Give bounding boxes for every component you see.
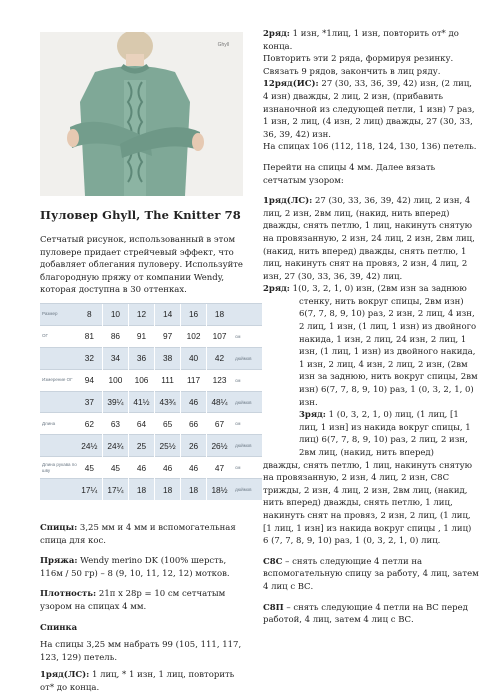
- table-cell: 106: [128, 369, 154, 391]
- table-cell: 25: [128, 435, 154, 457]
- pattern-row3: 3ряд: 1 (0, 3, 2, 1, 0) лиц, (1 лиц, [1 лиц, 1 изн] из накида вокруг спицы, 1 лиц) 6(7, 7, 8, 9, 10) раз, 2 лиц, 2 изн, 2вм лиц, (накид, нить вперед): [299, 410, 471, 458]
- row-unit: дюймов: [232, 391, 262, 413]
- materials-section: [40, 522, 248, 695]
- table-cell: 24½: [77, 435, 103, 457]
- table-cell: 91: [128, 325, 154, 347]
- table-cell: 66: [181, 413, 207, 435]
- table-cell: 46: [181, 457, 207, 479]
- table-cell: 111: [155, 369, 181, 391]
- table-cell: 43¾: [155, 391, 181, 413]
- row-unit: дюймов: [232, 347, 262, 369]
- row1-label: 1ряд(ЛС):: [40, 670, 90, 681]
- row-unit: дюймов: [232, 479, 262, 500]
- density-line: [40, 588, 248, 613]
- row-label: Длина рукава по шву: [40, 457, 77, 479]
- table-cell: 100: [102, 369, 128, 391]
- row-label: [40, 435, 77, 457]
- table-cell: 17¼: [102, 479, 128, 500]
- table-cell: 37: [77, 391, 103, 413]
- row-label: Длина: [40, 413, 77, 435]
- table-cell: 46: [128, 457, 154, 479]
- table-row: [40, 457, 262, 479]
- pattern-title: Пуловер Ghyll, The Knitter 78: [40, 208, 241, 222]
- row2-line: 2ряд: 1 изн, *1лиц, 1 изн, повторить от* до конца.: [263, 29, 459, 52]
- table-row: [40, 479, 262, 500]
- table-cell: 97: [155, 325, 181, 347]
- row-label: Измерение ОГ: [40, 369, 77, 391]
- left-column: [40, 208, 248, 297]
- table-cell: 48¼: [206, 391, 232, 413]
- yarn-text: Wendy merino DK (100% шерсть, 116м / 50 гр) – 8 (9, 10, 11, 12, 12) мотков.: [40, 556, 230, 579]
- row-unit: см: [232, 413, 262, 435]
- row-label: ОГ: [40, 325, 77, 347]
- table-row: [40, 435, 262, 457]
- row12-label: 12ряд(ИС):: [263, 79, 319, 90]
- row-unit: см: [232, 369, 262, 391]
- stitch-count: На спицах 106 (112, 118, 124, 130, 136) петель.: [263, 142, 477, 153]
- table-cell: 45: [77, 457, 103, 479]
- table-cell: 18: [181, 479, 207, 500]
- table-cell: 12: [128, 304, 154, 326]
- photo-brand-label: Ghyll: [217, 42, 229, 48]
- row2-label: 2ряд:: [263, 29, 290, 39]
- row-label: [40, 479, 77, 500]
- row-unit: см: [232, 457, 262, 479]
- table-cell: 62: [77, 413, 103, 435]
- table-cell: 107: [206, 325, 232, 347]
- needles-line: [40, 522, 248, 547]
- table-cell: 26: [181, 435, 207, 457]
- table-row: [40, 391, 262, 413]
- table-cell: 63: [102, 413, 128, 435]
- table-cell: 45: [102, 457, 128, 479]
- row-label: [40, 347, 77, 369]
- table-cell: 42: [206, 347, 232, 369]
- table-cell: 81: [77, 325, 103, 347]
- table-cell: 40: [181, 347, 207, 369]
- row1-text: 1 лиц, * 1 изн, 1 лиц, повторить от* до конца.: [40, 670, 235, 693]
- needles-text: 3,25 мм и 4 мм и вспомогательная спица для кос.: [40, 523, 236, 546]
- table-row: [40, 304, 262, 326]
- table-cell: 86: [102, 325, 128, 347]
- table-row: [40, 325, 262, 347]
- c8p-definition: С8П – снять следующие 4 петли на ВС перед работой, 4 лиц, затем 4 лиц с ВС.: [263, 602, 468, 626]
- table-cell: 36: [128, 347, 154, 369]
- row-label: [40, 391, 77, 413]
- c8c-definition: С8С – снять следующие 4 петли на вспомогательную спицу за работу, 4 лиц, затем 4 лиц с ВС.: [263, 556, 479, 592]
- table-row: [40, 369, 262, 391]
- size-table: [40, 303, 262, 500]
- table-row: [40, 413, 262, 435]
- table-cell: 18: [128, 479, 154, 500]
- row-unit: [232, 304, 262, 326]
- sweater-illustration: [40, 32, 243, 196]
- table-cell: 65: [155, 413, 181, 435]
- table-cell: 32: [77, 347, 103, 369]
- repeat-text: Повторить эти 2 ряда, формируя резинку. Связать 9 рядов, закончить в лиц ряду.: [263, 54, 454, 77]
- table-cell: 18: [155, 479, 181, 500]
- table-cell: 18: [206, 304, 232, 326]
- row12-line: 12ряд(ИС): 27 (30, 33, 36, 39, 42) изн, (2 лиц, 4 изн) дважды, 2 лиц, 2 изн, (прибавить изнаночной из следующей петли, 1 изн) 7 раз, 1 изн, 2 лиц, (4 изн, 2 лиц) дважды, 27 (30, 33, 36, 39, 42) изн.: [263, 79, 475, 140]
- density-label: Плотность:: [40, 589, 97, 600]
- table-cell: 102: [181, 325, 207, 347]
- table-cell: 38: [155, 347, 181, 369]
- sweater-photo: [40, 32, 243, 196]
- table-cell: 46: [155, 457, 181, 479]
- row1-line: [40, 669, 248, 694]
- yarn-label: Пряжа:: [40, 556, 78, 567]
- pattern-row2: 2ряд: 1(0, 3, 2, 1, 0) изн, (2вм изн за заднюю: [263, 284, 467, 295]
- row-label: Размер: [40, 304, 77, 326]
- table-cell: 16: [181, 304, 207, 326]
- needles-label: Спицы:: [40, 523, 78, 533]
- table-cell: 41½: [128, 391, 154, 413]
- table-cell: 47: [206, 457, 232, 479]
- yarn-line: [40, 555, 248, 580]
- table-cell: 10: [102, 304, 128, 326]
- switch-needles-text: Перейти на спицы 4 мм. Далее вязать сетчатым узором:: [263, 162, 436, 186]
- row-unit: дюймов: [232, 435, 262, 457]
- right-column: [263, 28, 479, 627]
- back-title: Спинка: [40, 622, 78, 633]
- table-cell: 34: [102, 347, 128, 369]
- table-cell: 64: [128, 413, 154, 435]
- table-cell: 8: [77, 304, 103, 326]
- row-unit: см: [232, 325, 262, 347]
- table-cell: 24¾: [102, 435, 128, 457]
- pattern-row3-cont: дважды, снять петлю, 1 лиц, накинуть снятую на провязанную, 2 изн, 4 лиц, 2 изн, С8С трижды, 2 изн, 4 лиц, 2 изн, 2вм лиц, (накид, нить вперед) дважды, снять петлю, 1 лиц, накинуть снят на провяз, 2 изн, 2 лиц, (1 лиц, [1 лиц, 1 изн] из накида вокруг спицы , 1 лиц) 6 (7, 7, 8, 9, 10) раз, 1 (0, 3, 2, 1, 0) лиц.: [263, 460, 473, 547]
- table-cell: 46: [181, 391, 207, 413]
- table-cell: 94: [77, 369, 103, 391]
- intro-paragraph: Сетчатый рисунок, использованный в этом пуловере придает стрейчевый эффект, что добавляет облегания пуловеру. Используйте благородную пряжу от компании Wendy, которая доступна в 30 оттенках.: [40, 235, 243, 296]
- table-cell: 117: [181, 369, 207, 391]
- table-cell: 17¼: [77, 479, 103, 500]
- table-row: [40, 347, 262, 369]
- table-cell: 14: [155, 304, 181, 326]
- pattern-row1: 1ряд(ЛС): 27 (30, 33, 36, 39, 42) лиц, 2 изн, 4 лиц, 2 изн, 2вм лиц, (накид, нить вперед) дважды, снять петлю, 1 лиц, накинуть снятую на провязанную, 2 изн, 24 лиц, 2 изн, 2вм лиц, (накид, нить вперед) дважды, снять петлю, 1 лиц, накинуть снят на провяз, 2 изн, 4 лиц, 2 изн, 27 (30, 33, 36, 39, 42) лиц.: [263, 196, 475, 282]
- table-cell: 123: [206, 369, 232, 391]
- density-text: 21п х 28р = 10 см сетчатым узором на спицах 4 мм.: [40, 589, 226, 612]
- table-cell: 39¼: [102, 391, 128, 413]
- back-text: На спицы 3,25 мм набрать 99 (105, 111, 117, 123, 129) петель.: [40, 640, 242, 663]
- pattern-row2-cont: стенку, нить вокруг спицы, 2вм изн) 6(7, 7, 8, 9, 10) раз, 2 изн, 2 лиц, 4 изн, 2 лиц, 1 изн, (1 лиц, 1 изн) из двойного накида, 1 изн, 2 лиц, 24 изн, 2 лиц, 1 изн, (1 лиц, 1 изн) из двойного накида, 1 изн, 2 лиц, 4 изн, 2 лиц, 2 изн, (2вм изн за заднюю, нить вокруг спицы, 2вм изн) 6(7, 7, 8, 9, 10) раз, 1 (0, 3, 2, 1, 0) изн.: [299, 296, 478, 408]
- table-cell: 26½: [206, 435, 232, 457]
- table-cell: 67: [206, 413, 232, 435]
- table-cell: 18½: [206, 479, 232, 500]
- table-cell: 25½: [155, 435, 181, 457]
